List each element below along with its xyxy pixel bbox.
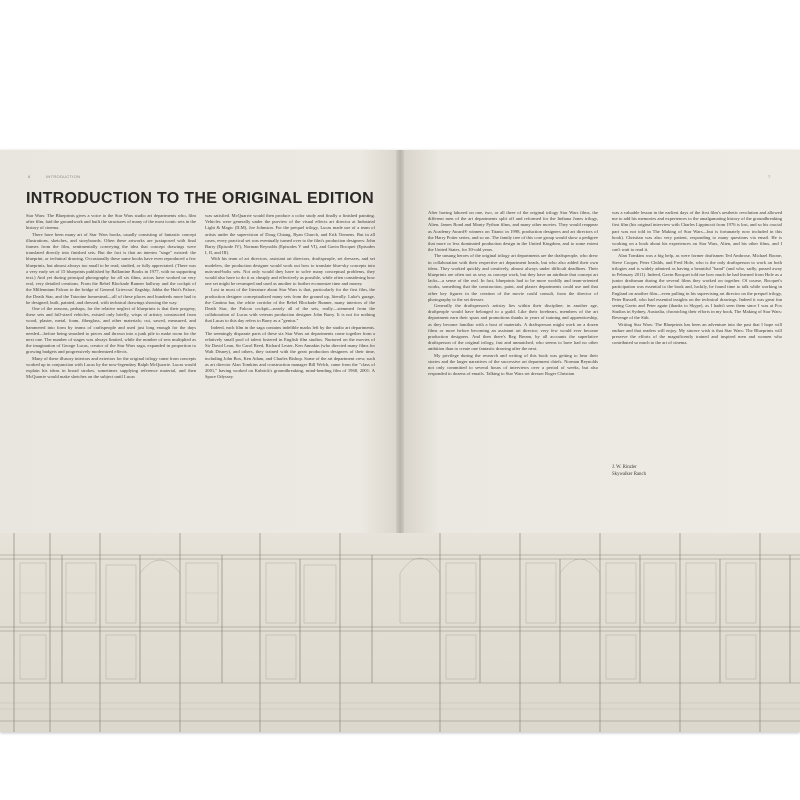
paragraph: Star Wars: The Blueprints gives a voice to the Star Wars studio art departments who, film after film, laid the groundwork and built the structures of many of the most iconic sets in the history of cinema. [26,213,196,231]
paragraph: was satisfied. McQuarrie would then produce a color study and finally a finished painting. Vehicles were generally under the purview of the visual effects art director at Industrial Light & Magic (ILM), Joe Johnston. For the prequel trilogy, Lucas made use of a team of artists under the supervision of Doug Chiang, Ryan Church, and Erik Tiemens. But in all cases, every practical set was eventually turned over to the film's production designers: John Barry (Episode IV), Norman Reynolds (Episodes V and VI), and Gavin Bocquet (Episodes I, II, and III). [205,213,375,256]
signature-block [612,465,646,478]
text-column-4 [612,210,782,460]
paragraph: Generally the draftsperson's artistry lies within their discipline; in another age, draftpeople would have belonged to a guild. Like their forebears, members of the art department earn their spurs and promotions thanks to years of training and apprenticeship, as they become familiar with a host of materials. A draftsperson might work on a dozen films or more before becoming an assistant art director; very few would ever become production designers. And then there's Reg Bream, by all accounts the superlative draftsperson of the original trilogy, fast and unmatched, who seems to have had no other ambition than to create one fantastic drawing after the next. [428,303,598,352]
paragraph: With his team of art directors, assistant art directors, draftspeople, set dressers, and set modelers, the production designer would work out how to translate blue-sky concepts into nuts-and-bolts sets. Not only would they have to solve many conceptual problems, they would also have to do it as cheaply and effectively as possible, while often considering how one set might be revamped and used as another to further economize time and money. [205,256,375,287]
paragraph: Many of these illusory interiors and exteriors for the original trilogy came from concepts worked up in conjunction with Lucas by the now-legendary Ralph McQuarrie. Lucas would explain his ideas in broad strokes, sometimes supplying reference material, and then McQuarrie would make sketches on the subject until Lucas [26,355,196,380]
paragraph: Alan Tomkins was a big help, as were former draftsmen Ted Ambrose, Michael Boone, Steve Cooper, Peter Childs, and Fred Hole, who is the only draftsperson to work on both trilogies and is widely admired as having a beautiful "hand" (and who, sadly, passed away in February 2011). Indeed, Gavin Bocquet told me how much he had learned from Hole as a junior draftsman during the several films they worked on together. Of course, Bocquet's participation was essential to the book and, luckily, he found time to talk while working in England on another film—even pulling in his supervising art director on the prequel trilogy, Peter Russell, who had essential insights on the technical drawings. Indeed it was great fun seeing Gavin and Peter again (thanks to Skype), as I hadn't seen them since I was at Fox Studios in Sydney, Australia, chronicling their efforts in my book, The Making of Star Wars: Revenge of the Sith. [612,253,782,321]
blueprint-illustration [0,533,800,732]
paragraph: The unsung heroes of the original trilogy art departments are the draftspeople, who drew in collaboration with their respective art department heads, but who also added their own ideas. They worked quickly and creatively, almost always under difficult deadlines. Their blueprints are often not as sexy as concept work, but they have an attribute that concept art lacks—a sense of the real. In fact, blueprints had to be more worldly and team-oriented works, something that the construction, paint, and plaster departments could use and that other key figures in the creation of the movie could consult, from the director of photography to the set dresser. [428,253,598,302]
author-place: Skywalker Ranch [612,471,646,477]
paragraph: After having labored on one, two, or all three of the original trilogy Star Wars films, the different men of the art departments split off and reformed for the Indiana Jones trilogy, Alien, James Bond and Monty Python films, and many other movies. They would reappear as Academy Award® winners on Titanic in 1998, production designers and art directors of the Harry Potter series, and so on. The family tree of this core group would show a pedigree that more or less dominated production design in the United Kingdom, and to some extent the United States, for 30-odd years. [428,210,598,253]
author-name: J. W. Rinzler [612,465,637,470]
paragraph: Writing Star Wars: The Blueprints has been an adventure into the past that I hope will endure and that readers will enjoy. My sincere wish is that Star Wars: The Blueprints will preserve the efforts of the magnificently trained and inspired men and women who contributed so much to the art of cinema. [612,321,782,346]
folio-right: 7 [768,174,771,179]
running-head: INTRODUCTION [46,174,81,179]
text-column-3 [428,210,598,506]
paragraph: was a valuable lesson in the earliest days of the first film's aesthetic revolution and allowed me to add his memories and experiences to the amalgamating history of the groundbreaking first film (his original interview with Charles Lippincott from 1976 is lost, and so his crucial part was not told in The Making of Star Wars—but is fortunately now included in this book). Christian was also very patient, responding to many questions via email. He is working on a book about his experiences on Star Wars, Alien, and his other films, and I can't wait to read it. [612,210,782,253]
folio-left: 6 [28,174,31,179]
paragraph: My privilege during the research and writing of this book was getting to hear their stories and the larger narratives of the successive art department chiefs. Norman Reynolds not only committed to several hours of interviews over a period of weeks, but also responded to dozens of emails. Talking to Star Wars set dresser Roger Christian [428,352,598,377]
paragraph: Indeed, each film in the saga contains indelible marks left by the studio art departments. The seemingly disparate parts of these six Star Wars art departments come together from a relatively small pool of talent fostered in English film studios. Nurtured on the movies of Sir David Lean, Sir Carol Reed, Richard Lester, Ken Annakin (who directed many films for Walt Disney), and others, they trained with the great production designers of their time, including John Box, Ken Adam, and Charles Bishop. Some of the art department crew, such as art director Alan Tomkins and construction manager Bill Welch, came from the "class of 2001," having worked on Kubrick's groundbreaking, mind-bending film of 1968, 2001: A Space Odyssey. [205,324,375,380]
chapter-heading: INTRODUCTION TO THE ORIGINAL EDITION [26,190,374,207]
text-column-2 [205,213,375,505]
text-column-1 [26,213,196,505]
paragraph: There have been many art of Star Wars books, usually consisting of fantastic concept illustrations, sketches, and storyboards. Often these artworks are juxtaposed with final frames from the film, sentimentally conveying the idea that concept drawings were translated directly into finished sets. But the fact is that an interim "stage" existed: the blueprint, or technical drawing. Occasionally these same books have even reproduced a few blueprints, but almost always too small to be read, studied, or fully appreciated. (There was a very early set of 15 blueprints published by Ballantine Books in 1977, with no supporting text.) And yet during principal photography for all six films, actors have worked on very real, very detailed creations. From the Rebel Blockade Runner hallway and the cockpit of the Millennium Falcon to the bridge of General Grievous' flagship, Jabba the Hutt's Palace, the Death Star, and the Tatooine homestead—all of these places and hundreds more had to be designed, built, painted, and dressed, with technical drawings showing the way. [26,231,196,305]
paragraph: Lost in most of the literature about Star Wars is that, particularly for the first film, the production designer conceptualized many sets from the ground up, literally. Luke's garage, the Cantina bar, the white corridor of the Rebel Blockade Runner, many interiors of the Death Star, the Falcon cockpit—nearly all of the sets, really—stemmed from the collaboration of Lucas with veteran production designer John Barry. It is not for nothing that Lucas to this day refers to Barry as a "genius." [205,287,375,324]
paragraph: One of the reasons, perhaps, for the relative neglect of blueprints is that their progeny, these sets and full-sized vehicles, existed only briefly, wisps of artistry constructed from wood, plaster, metal, foam, fiberglass, and other materials; cut, sawed, measured, and hammered into form by teams of craftspeople and used just long enough for the days needed—before being smashed to pieces and thrown into a junk pile to make room for the next one. The number of stages was always limited, while the number of sets multiplied as the imagination of George Lucas, creator of the Star Wars saga, expanded in proportion to growing budgets and progressively modernized effects. [26,306,196,355]
